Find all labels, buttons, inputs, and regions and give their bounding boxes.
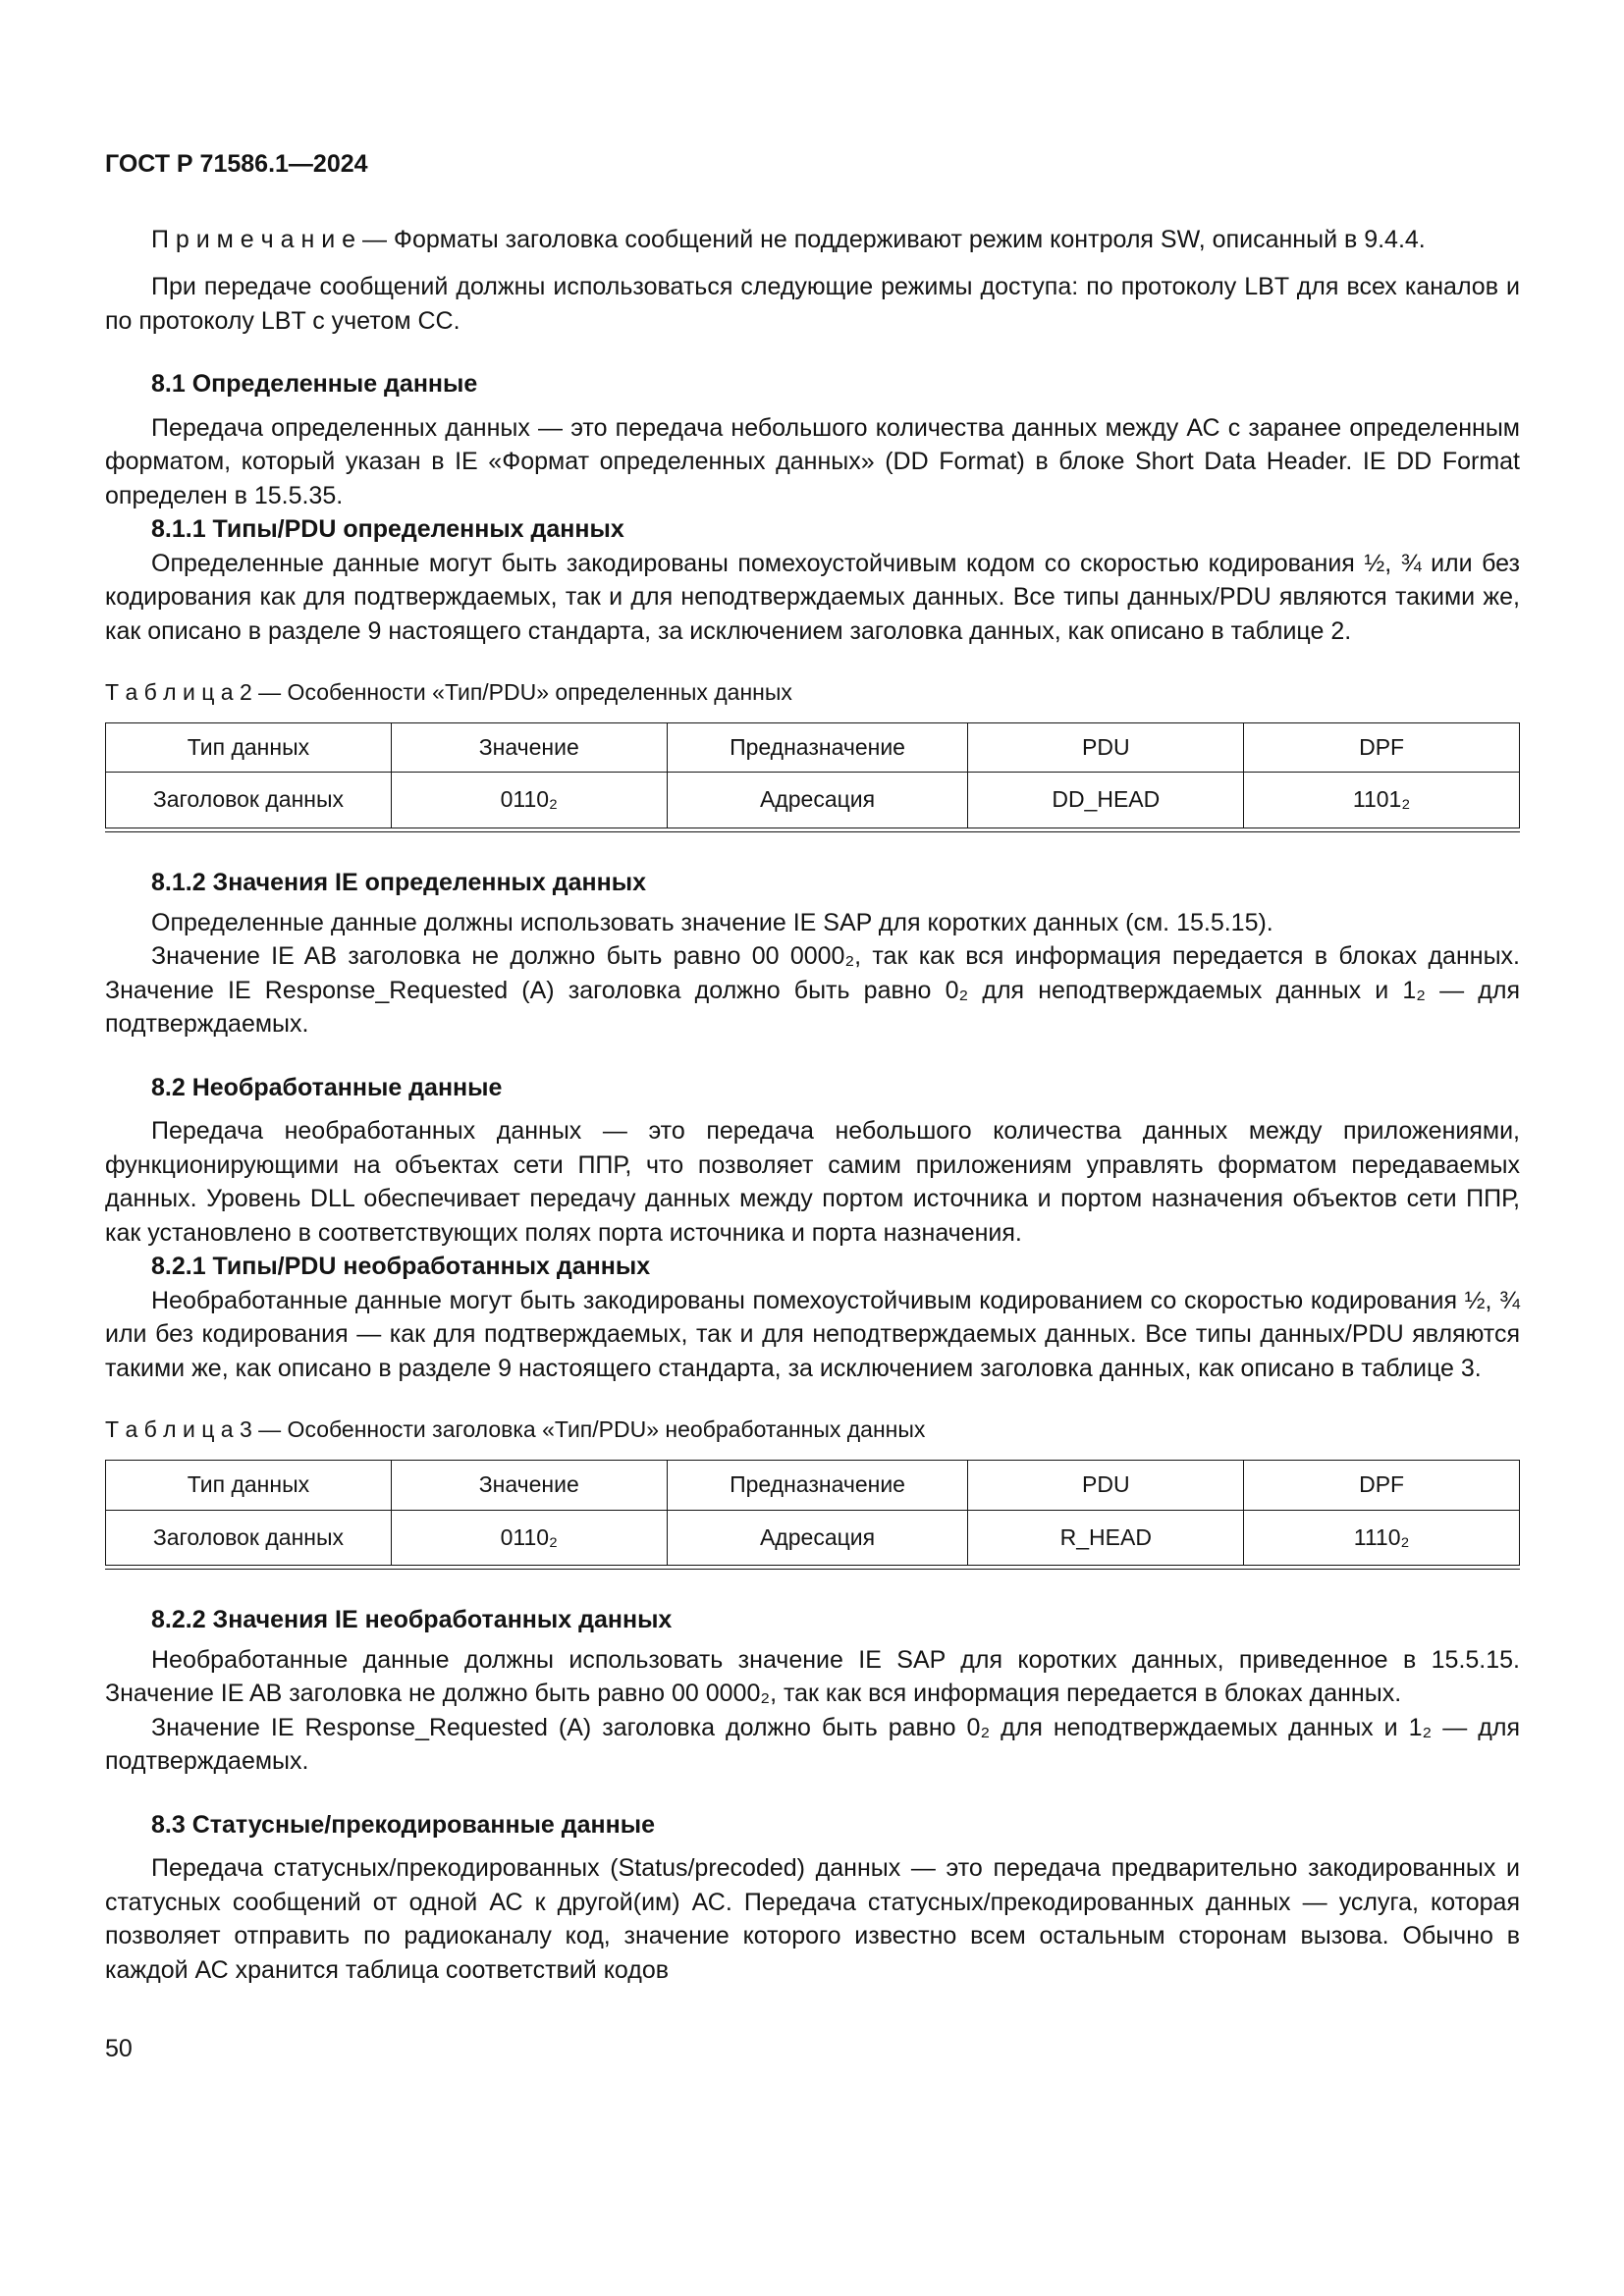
table-3-header-pdu: PDU bbox=[968, 1460, 1244, 1510]
table-cell-dpf: 1101₂ bbox=[1244, 773, 1520, 828]
table-cell-purpose: Адресация bbox=[667, 773, 968, 828]
heading-8-1: 8.1 Определенные данные bbox=[151, 370, 478, 398]
table-2-header-type: Тип данных bbox=[106, 722, 392, 773]
table-cell-type: Заголовок данных bbox=[106, 773, 392, 828]
heading-8-3: 8.3 Статусные/прекодированные данные bbox=[151, 1810, 656, 1839]
table-3-header-purpose: Предназначение bbox=[667, 1460, 968, 1510]
heading-8-1-1: 8.1.1 Типы/PDU определенных данных bbox=[151, 515, 624, 543]
table-2 bbox=[105, 722, 1520, 832]
table-row bbox=[106, 773, 1520, 828]
heading-8-2-2: 8.2.2 Значения IE необработанных данных bbox=[151, 1606, 673, 1634]
table-2-header-value: Значение bbox=[391, 722, 667, 773]
table-3-header-row bbox=[106, 1460, 1520, 1510]
paragraph-8-1-2-b: Значение IE AB заголовка не должно быть равно 00 0000₂, так как вся информация передается в блоках данных. Значение IE Response_Requested (A) заголовка должно быть равно 0₂ для неподтверждаемых данных и 1₂ — для подтверждаемых. bbox=[105, 942, 1520, 1039]
paragraph-8-3: Передача статусных/прекодированных (Status/precoded) данных — это передача предварительно закодированных и статусных сообщений от одной АС к другой(им) АС. Передача статусных/прекодированных данных — услуга, которая позволяет отправить по радиоканалу код, значение которого известно всем остальным сторонам вызова. Обычно в каждой АС хранится таблица соответствий кодов bbox=[105, 1854, 1520, 1984]
table-2-header-dpf: DPF bbox=[1244, 722, 1520, 773]
paragraph-8-1-2-a: Определенные данные должны использовать значение IE SAP для коротких данных (см. 15.5.15). bbox=[151, 908, 1273, 936]
table-3-caption: Т а б л и ц а 3 — Особенности заголовка «Тип/PDU» необработанных данных bbox=[105, 1416, 926, 1443]
table-cell-type: Заголовок данных bbox=[106, 1510, 392, 1566]
note-paragraph: П р и м е ч а н и е — Форматы заголовка сообщений не поддерживают режим контроля SW, описанный в 9.4.4. bbox=[151, 225, 1426, 253]
paragraph-8-2-1: Необработанные данные могут быть закодированы помехоустойчивым кодированием со скоростью кодирования ½, ¾ или без кодирования — как для подтверждаемых, так и для неподтверждаемых данных. Все типы данных/PDU являются такими же, как описано в разделе 9 настоящего стандарта, за исключением заголовка данных, как описано в таблице 3. bbox=[105, 1286, 1520, 1382]
table-cell-pdu: DD_HEAD bbox=[968, 773, 1244, 828]
table-cell-value: 0110₂ bbox=[391, 1510, 667, 1566]
paragraph-8-1: Передача определенных данных — это передача небольшого количества данных между АС с заранее определенным форматом, который указан в IE «Формат определенных данных» (DD Format) в блоке Short Data Header. IE DD Format определен в 15.5.35. bbox=[105, 413, 1520, 509]
heading-8-2: 8.2 Необработанные данные bbox=[151, 1073, 503, 1101]
table-2-header-pdu: PDU bbox=[968, 722, 1244, 773]
table-cell-dpf: 1110₂ bbox=[1244, 1510, 1520, 1566]
table-3-header-value: Значение bbox=[391, 1460, 667, 1510]
paragraph-8-2-2-a: Необработанные данные должны использовать значение IE SAP для коротких данных, приведенное в 15.5.15. Значение IE AB заголовка не должно быть равно 00 0000₂, так как вся информация передается в блоках данных. bbox=[105, 1645, 1520, 1708]
table-cell-purpose: Адресация bbox=[667, 1510, 968, 1566]
page-number: 50 bbox=[105, 2035, 133, 2063]
table-cell-pdu: R_HEAD bbox=[968, 1510, 1244, 1566]
table-cell-value: 0110₂ bbox=[391, 773, 667, 828]
table-row bbox=[106, 1510, 1520, 1566]
heading-8-1-2: 8.1.2 Значения IE определенных данных bbox=[151, 869, 646, 897]
heading-8-2-1: 8.2.1 Типы/PDU необработанных данных bbox=[151, 1253, 651, 1281]
table-2-header-purpose: Предназначение bbox=[667, 722, 968, 773]
table-3 bbox=[105, 1460, 1520, 1570]
paragraph-8-2: Передача необработанных данных — это передача небольшого количества данных между приложениями, функционирующими на объектах сети ППР, что позволяет самим приложениям управлять форматом передаваемых данных. Уровень DLL обеспечивает передачу данных между портом источника и портом назначения объектов сети ППР, как установлено в соответствующих полях порта источника и порта назначения. bbox=[105, 1117, 1520, 1247]
table-2-header-row bbox=[106, 722, 1520, 773]
table-3-header-dpf: DPF bbox=[1244, 1460, 1520, 1510]
table-2-caption: Т а б л и ц а 2 — Особенности «Тип/PDU» определенных данных bbox=[105, 679, 792, 705]
intro-paragraph: При передаче сообщений должны использоваться следующие режимы доступа: по протоколу LBT для всех каналов и по протоколу LBT с учетом СС. bbox=[105, 273, 1520, 335]
paragraph-8-2-2-b: Значение IE Response_Requested (A) заголовка должно быть равно 0₂ для неподтверждаемых данных и 1₂ — для подтверждаемых. bbox=[105, 1713, 1520, 1776]
table-3-header-type: Тип данных bbox=[106, 1460, 392, 1510]
document-number: ГОСТ Р 71586.1—2024 bbox=[105, 150, 368, 178]
paragraph-8-1-1: Определенные данные могут быть закодированы помехоустойчивым кодом со скоростью кодирования ½, ¾ или без кодирования как для подтверждаемых, так и для неподтверждаемых данных. Все типы данных/PDU являются такими же, как описано в разделе 9 настоящего стандарта, за исключением заголовка данных, как описано в таблице 2. bbox=[105, 549, 1520, 645]
